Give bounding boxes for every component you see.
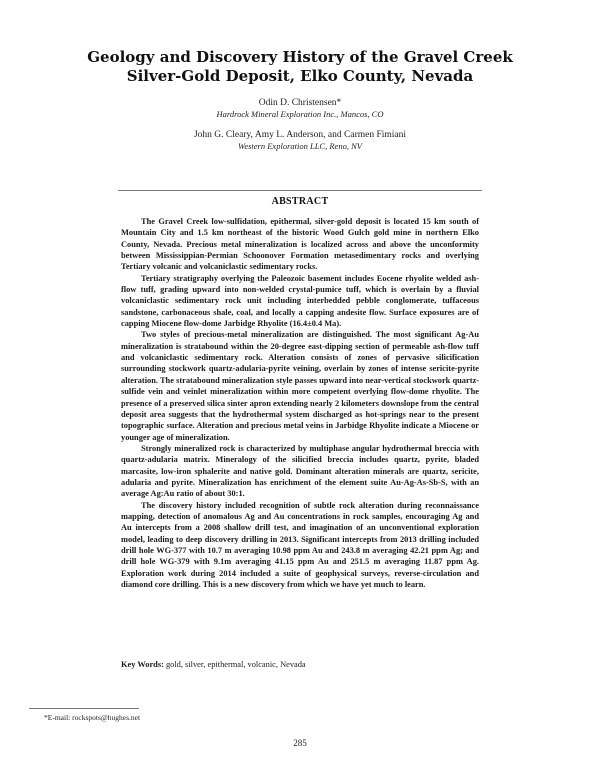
author-names: John G. Cleary, Amy L. Anderson, and Carmen Fimiani (193, 130, 407, 140)
title-line-1: Geology and Discovery History of the Gravel Creek (87, 48, 513, 66)
abstract-paragraph: Strongly mineralized rock is characterized by multiphase angular hydrothermal breccia with quartz-adularia matrix. Mineralogy of the silicified breccia includes quartz, pyrite, bladed marcasite, low-iron sphalerite and native gold. Dominant alteration minerals are quartz, sericite, adularia and pyrite. Mineralization has enrichment of the element suite Au-Ag-As-Sb-S, with an average Ag:Au ratio of about 30:1. (121, 443, 479, 499)
abstract-paragraph: The discovery history included recognition of subtle rock alteration during reconnaissance mapping, detection of anomalous Ag and Au concentrations in rock samples, encouraging Ag and Au intercepts from a 2008 shallow drill test, and imagination of an unconventional exploration model, leading to deep discovery drilling in 2013. Significant intercepts from 2013 drilling included drill hole WG-377 with 10.7 m averaging 10.98 ppm Au and 243.8 m averaging 42.21 ppm Ag; and drill hole WG-379 with 9.1m averaging 41.15 ppm Au and 251.5 m averaging 11.87 ppm Ag. Exploration work during 2014 included a suite of geophysical surveys, reverse-circulation and diamond core drilling. This is a new discovery from which we have yet much to learn. (121, 500, 479, 589)
footnote-email: *E-mail: rockspots@hughes.net (44, 713, 141, 722)
divider (118, 190, 482, 191)
author-affiliation: Hardrock Mineral Exploration Inc., Mancos, CO (216, 109, 384, 119)
author-names: Odin D. Christensen* (258, 98, 342, 108)
author-affiliation: Western Exploration LLC, Reno, NV (238, 141, 362, 151)
keywords-value: gold, silver, epithermal, volcanic, Nevada (165, 660, 306, 669)
abstract-heading: ABSTRACT (271, 196, 329, 207)
author-block (100, 97, 500, 152)
keywords (121, 659, 481, 670)
paper-title (60, 48, 540, 86)
keywords-label: Key Words: (121, 660, 164, 669)
abstract-paragraph: Tertiary stratigraphy overlying the Paleozoic basement includes Eocene rhyolite welded ash-flow tuff, grading upward into non-welded crystal-pumice tuff, which is overlain by a fluvial volcaniclastic sedimentary rock unit including interbedded pebble conglomerate, tuffaceous sandstone, carbonaceous shale, coal, and locally a capping andesite flow. Surface exposures are of capping Miocene flow-dome Jarbidge Rhyolite (16.4±0.4 Ma). (121, 273, 479, 329)
abstract-paragraph: Two styles of precious-metal mineralization are distinguished. The most significant Ag-Au mineralization is stratabound within the 20-degree east-dipping section of permeable ash-flow tuff and volcaniclastic sedimentary rock. Alteration consists of zones of pervasive silicification surrounding stockwork quartz-adularia-pyrite veining, overlain by zones of intense sericite-pyrite alteration. The stratabound mineralization style passes upward into near-vertical stockwork quartz-sulfide vein and veinlet mineralization within more competent overlying flow-dome rhyolite. The presence of a preserved silica sinter apron extending nearly 2 kilometers downslope from the central deposit area suggests that the hydrothermal system discharged as hot-springs near to the present topographic surface. Alteration and precious metal veins in Jarbidge Rhyolite indicate a Miocene or younger age of mineralization. (121, 330, 479, 442)
title-line-2: Silver-Gold Deposit, Elko County, Nevada (126, 67, 474, 85)
page-number: 285 (293, 738, 307, 748)
abstract-paragraph: The Gravel Creek low-sulfidation, epithermal, silver-gold deposit is located 15 km south of Mountain City and 1.5 km northeast of the historic Wood Gulch gold mine in northern Elko County, Nevada. Precious metal mineralization is localized across and above the unconformity between Mississippian-Permian Schoonover Formation metasedimentary rocks and overlying Tertiary volcanic and volcaniclastic sedimentary rocks. (121, 217, 479, 272)
abstract-body (121, 216, 479, 590)
footnote-divider (29, 708, 139, 709)
